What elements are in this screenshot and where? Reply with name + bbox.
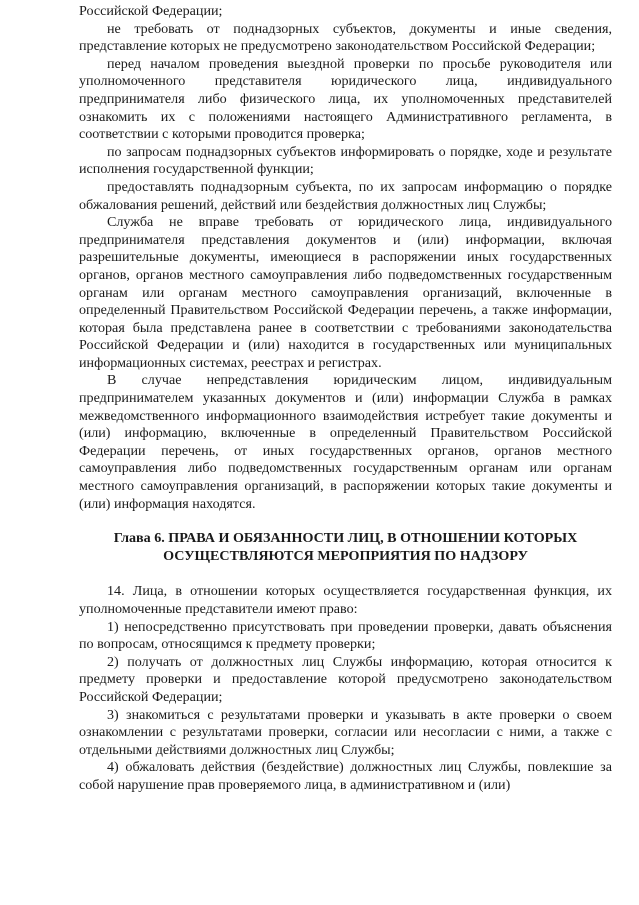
spacer bbox=[79, 565, 612, 583]
list-item-right-3: 3) знакомиться с результатами проверки и указывать в акте проверки о своем ознакомлении с результатами проверки, согласии или несогласии с ними, а также с отдельными действиями должностных лиц Службы; bbox=[79, 706, 612, 758]
list-item-right-2: 2) получать от должностных лиц Службы информацию, которая относится к предмету проверки и предоставление которой предусмотрено законодательством Российской Федерации; bbox=[79, 653, 612, 705]
spacer bbox=[79, 513, 612, 530]
chapter-heading-line-2: ОСУЩЕСТВЛЯЮТСЯ МЕРОПРИЯТИЯ ПО НАДЗОРУ bbox=[163, 547, 528, 564]
list-item-right-1: 1) непосредственно присутствовать при проведении проверки, давать объяснения по вопросам, относящимся к предмету проверки; bbox=[79, 618, 612, 653]
paragraph-14-rights-intro: 14. Лица, в отношении которых осуществляется государственная функция, их уполномоченные представители имеют право: bbox=[79, 583, 612, 617]
paragraph-service-may-not-require: Служба не вправе требовать от юридического лица, индивидуального предпринимателя представления документов и (или) информации, включая разрешительные документы, имеющиеся в распоряжении иных государственных органов, органов местного самоуправления либо подведомственных государственным органам или органам местного самоуправления организаций, включенные в определенный Правительством Российской Федерации перечень, а также информации, которая была представлена ранее в соответствии с требованиями законодательства Российской Федерации и (или) находится в государственных или муниципальных информационных системах, реестрах и регистрах. bbox=[79, 214, 612, 371]
paragraph-continuation: Российской Федерации; bbox=[79, 3, 223, 19]
paragraph-interagency-request: В случае непредставления юридическим лицом, индивидуальным предпринимателем указанных документов и (или) информации Служба в рамках межведомственного информационного взаимодействия истребует такие документы и (или) информацию, включенные в определенный Правительством Российской Федерации перечень, от иных государственных органов, органов местного самоуправления либо подведомственных государственным органам или органам местного самоуправления организаций, в распоряжении которых такие документы и (или) информация находятся. bbox=[79, 372, 612, 512]
chapter-heading-line-1: Глава 6. ПРАВА И ОБЯЗАННОСТИ ЛИЦ, В ОТНОШЕНИИ КОТОРЫХ bbox=[113, 530, 578, 547]
paragraph-inform-on-request: по запросам поднадзорных субъектов информировать о порядке, ходе и результате исполнения государственной функции; bbox=[79, 143, 612, 178]
paragraph-familiarize-regulation: перед началом проведения выездной проверки по просьбе руководителя или уполномоченного представителя юридического лица, индивидуального предпринимателя либо физического лица, их уполномоченных представителей ознакомить их с положениями настоящего Административного регламента, в соответствии с которыми проводится проверка; bbox=[79, 55, 612, 143]
paragraph-no-extra-documents: не требовать от поднадзорных субъектов, документы и иные сведения, представление которых не предусмотрено законодательством Российской Федерации; bbox=[79, 20, 612, 55]
document-body bbox=[79, 3, 612, 795]
paragraph-appeal-procedure: предоставлять поднадзорным субъекта, по их запросам информацию о порядке обжалования решений, действий или бездействия должностных лиц Службы; bbox=[79, 178, 612, 213]
list-item-right-4: 4) обжаловать действия (бездействие) должностных лиц Службы, повлекшие за собой нарушение прав проверяемого лица, в административном и (или) bbox=[79, 759, 612, 793]
chapter-heading bbox=[79, 530, 612, 565]
